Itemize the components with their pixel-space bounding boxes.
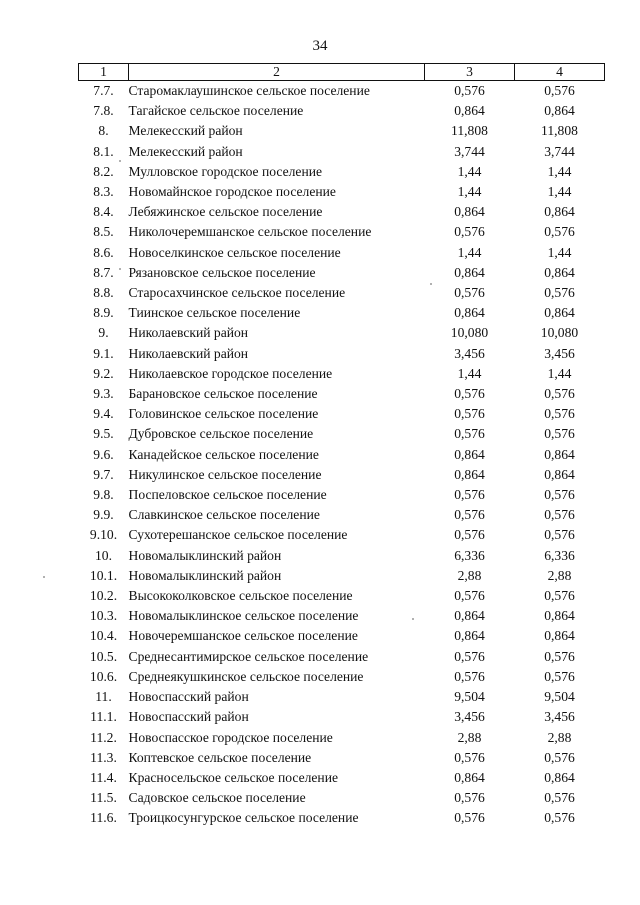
row-value-col3: 0,576 bbox=[454, 588, 485, 604]
row-number: 8.4. bbox=[93, 204, 114, 220]
row-number: 9.9. bbox=[93, 507, 114, 523]
row-value-col3: 0,864 bbox=[454, 305, 485, 321]
row-value-col4: 0,576 bbox=[544, 426, 575, 442]
scan-speck bbox=[119, 160, 121, 162]
row-number: 10.5. bbox=[89, 648, 118, 664]
row-value-col3: 9,504 bbox=[454, 689, 485, 705]
row-name: Коптевское сельское поселение bbox=[128, 749, 312, 765]
row-name: Мелекесский район bbox=[128, 143, 243, 159]
table-row bbox=[79, 404, 605, 424]
row-name: Мелекесский район bbox=[128, 123, 243, 139]
row-value-col3: 0,576 bbox=[454, 224, 485, 240]
row-value-col4: 11,808 bbox=[541, 123, 578, 139]
row-value-col4: 9,504 bbox=[544, 689, 575, 705]
row-number: 9.3. bbox=[93, 386, 114, 402]
row-number: 8.5. bbox=[93, 224, 114, 240]
row-value-col3: 6,336 bbox=[454, 547, 485, 563]
row-value-col4: 0,576 bbox=[544, 810, 575, 826]
row-name: Старомаклаушинское сельское поселение bbox=[128, 83, 370, 98]
row-value-col3: 0,864 bbox=[454, 103, 485, 119]
row-number: 8.9. bbox=[93, 305, 114, 321]
row-name: Головинское сельское поселение bbox=[128, 406, 319, 422]
row-value-col3: 0,576 bbox=[454, 668, 485, 684]
scan-speck bbox=[43, 576, 45, 578]
row-number: 9.10. bbox=[89, 527, 118, 543]
row-name: Николочеремшанское сельское поселение bbox=[128, 224, 372, 240]
row-value-col3: 0,576 bbox=[454, 487, 485, 503]
table-row bbox=[79, 768, 605, 788]
row-number: 7.7. bbox=[93, 83, 114, 98]
row-number: 11.2. bbox=[90, 729, 117, 745]
row-value-col4: 0,576 bbox=[544, 648, 575, 664]
table-row bbox=[79, 121, 605, 141]
row-name: Садовское сельское поселение bbox=[128, 790, 306, 806]
row-name: Красносельское сельское поселение bbox=[128, 769, 339, 785]
row-name: Тиинское сельское поселение bbox=[128, 305, 301, 321]
row-value-col3: 3,744 bbox=[454, 143, 485, 159]
row-value-col3: 0,576 bbox=[454, 83, 485, 98]
row-value-col3: 0,576 bbox=[454, 648, 485, 664]
row-number: 11.6. bbox=[90, 810, 117, 826]
row-value-col3: 3,456 bbox=[454, 345, 485, 361]
table-row bbox=[79, 586, 605, 606]
row-name: Новомалыклинское сельское поселение bbox=[128, 608, 359, 624]
row-name: Поспеловское сельское поселение bbox=[128, 487, 327, 503]
header-col-3: 3 bbox=[425, 64, 515, 81]
row-name: Дубровское сельское поселение bbox=[128, 426, 314, 442]
row-number: 11.5. bbox=[90, 790, 117, 806]
row-value-col4: 1,44 bbox=[547, 163, 572, 179]
row-number: 11. bbox=[95, 689, 112, 705]
row-value-col4: 0,576 bbox=[544, 588, 575, 604]
scan-speck bbox=[119, 268, 121, 270]
row-value-col3: 2,88 bbox=[457, 567, 482, 583]
row-number: 10.4. bbox=[89, 628, 118, 644]
row-name: Барановское сельское поселение bbox=[128, 386, 318, 402]
row-value-col3: 0,576 bbox=[454, 406, 485, 422]
row-value-col4: 1,44 bbox=[547, 184, 572, 200]
row-name: Сухотерешанское сельское поселение bbox=[128, 527, 348, 543]
row-number: 10.6. bbox=[89, 668, 118, 684]
table-row bbox=[79, 748, 605, 768]
table-row bbox=[79, 303, 605, 323]
row-value-col4: 10,080 bbox=[540, 325, 579, 341]
row-value-col4: 0,576 bbox=[544, 487, 575, 503]
table-row bbox=[79, 465, 605, 485]
table-row bbox=[79, 445, 605, 465]
table-row bbox=[79, 525, 605, 545]
row-value-col4: 0,576 bbox=[544, 83, 575, 98]
row-number: 10.3. bbox=[89, 608, 118, 624]
row-name: Новоселкинское сельское поселение bbox=[128, 244, 341, 260]
row-value-col3: 0,576 bbox=[454, 507, 485, 523]
row-value-col4: 0,576 bbox=[544, 749, 575, 765]
table-row bbox=[79, 283, 605, 303]
row-name: Среднеякушкинское сельское поселение bbox=[128, 668, 364, 684]
row-value-col3: 0,864 bbox=[454, 204, 485, 220]
table-row bbox=[79, 364, 605, 384]
row-value-col4: 0,576 bbox=[544, 285, 575, 301]
row-value-col3: 1,44 bbox=[457, 244, 482, 260]
row-number: 9.8. bbox=[93, 487, 114, 503]
row-name: Канадейское сельское поселение bbox=[128, 446, 319, 462]
row-number: 8.3. bbox=[93, 184, 114, 200]
row-value-col4: 0,576 bbox=[544, 790, 575, 806]
header-row bbox=[79, 64, 605, 81]
row-name: Славкинское сельское поселение bbox=[128, 507, 320, 523]
row-value-col3: 0,576 bbox=[454, 426, 485, 442]
row-number: 11.1. bbox=[90, 709, 117, 725]
row-name: Никулинское сельское поселение bbox=[128, 466, 322, 482]
row-value-col4: 0,576 bbox=[544, 527, 575, 543]
row-number: 9.6. bbox=[93, 446, 114, 462]
table-row bbox=[79, 626, 605, 646]
row-value-col4: 0,864 bbox=[544, 305, 575, 321]
row-name: Тагайское сельское поселение bbox=[128, 103, 304, 119]
table-row bbox=[79, 566, 605, 586]
row-value-col4: 0,864 bbox=[544, 446, 575, 462]
row-value-col4: 1,44 bbox=[547, 244, 572, 260]
scan-speck bbox=[412, 618, 414, 620]
table-row bbox=[79, 101, 605, 121]
table-row bbox=[79, 707, 605, 727]
row-number: 10. bbox=[95, 547, 112, 563]
row-value-col4: 0,864 bbox=[544, 204, 575, 220]
row-number: 11.3. bbox=[90, 749, 117, 765]
row-value-col3: 0,576 bbox=[454, 749, 485, 765]
row-number: 9. bbox=[98, 325, 109, 341]
table-row bbox=[79, 243, 605, 263]
table-body bbox=[79, 81, 605, 829]
table-row bbox=[79, 202, 605, 222]
table-row bbox=[79, 222, 605, 242]
row-name: Новомалыклинский район bbox=[128, 567, 282, 583]
row-value-col4: 0,576 bbox=[544, 507, 575, 523]
table-row bbox=[79, 323, 605, 343]
table-row bbox=[79, 485, 605, 505]
row-name: Николаевский район bbox=[128, 325, 249, 341]
row-number: 7.8. bbox=[93, 103, 114, 119]
table-row bbox=[79, 808, 605, 828]
row-number: 8.8. bbox=[93, 285, 114, 301]
row-name: Николаевский район bbox=[128, 345, 249, 361]
table-row bbox=[79, 667, 605, 687]
row-number: 8.2. bbox=[93, 163, 114, 179]
row-number: 9.2. bbox=[93, 365, 114, 381]
row-value-col3: 0,864 bbox=[454, 466, 485, 482]
table-row bbox=[79, 424, 605, 444]
table-row bbox=[79, 606, 605, 626]
row-number: 8.7. bbox=[93, 264, 114, 280]
row-name: Новомайнское городское поселение bbox=[128, 184, 336, 200]
table-row bbox=[79, 728, 605, 748]
table-row bbox=[79, 182, 605, 202]
header-col-2: 2 bbox=[129, 64, 425, 81]
row-value-col4: 3,456 bbox=[544, 709, 575, 725]
row-number: 9.1. bbox=[93, 345, 114, 361]
row-name: Высококолковское сельское поселение bbox=[128, 588, 353, 604]
row-number: 11.4. bbox=[90, 769, 117, 785]
table-row bbox=[79, 687, 605, 707]
row-name: Новоспасское городское поселение bbox=[128, 729, 333, 745]
row-number: 9.4. bbox=[93, 406, 114, 422]
table-row bbox=[79, 81, 605, 102]
row-name: Новочеремшанское сельское поселение bbox=[128, 628, 358, 644]
row-value-col4: 0,576 bbox=[544, 406, 575, 422]
allocation-table bbox=[78, 63, 605, 829]
table-row bbox=[79, 344, 605, 364]
row-value-col3: 1,44 bbox=[457, 365, 482, 381]
row-value-col4: 0,864 bbox=[544, 103, 575, 119]
row-value-col3: 0,864 bbox=[454, 628, 485, 644]
row-value-col3: 11,808 bbox=[451, 123, 488, 139]
row-value-col3: 2,88 bbox=[457, 729, 482, 745]
row-value-col3: 0,864 bbox=[454, 446, 485, 462]
row-name: Старосахчинское сельское поселение bbox=[128, 285, 346, 301]
row-value-col3: 0,576 bbox=[454, 386, 485, 402]
scan-speck bbox=[430, 283, 432, 285]
row-value-col3: 1,44 bbox=[457, 184, 482, 200]
row-value-col4: 0,864 bbox=[544, 769, 575, 785]
row-value-col3: 0,576 bbox=[454, 527, 485, 543]
row-number: 10.2. bbox=[89, 588, 118, 604]
row-number: 8. bbox=[98, 123, 109, 139]
row-value-col4: 1,44 bbox=[547, 365, 572, 381]
row-value-col4: 0,576 bbox=[544, 668, 575, 684]
row-value-col3: 0,864 bbox=[454, 769, 485, 785]
row-value-col3: 10,080 bbox=[450, 325, 489, 341]
table-header bbox=[79, 64, 605, 81]
table-row bbox=[79, 162, 605, 182]
header-col-4: 4 bbox=[515, 64, 605, 81]
row-value-col4: 3,744 bbox=[544, 143, 575, 159]
row-value-col3: 0,576 bbox=[454, 790, 485, 806]
row-number: 8.1. bbox=[93, 143, 114, 159]
row-name: Новоспасский район bbox=[128, 709, 249, 725]
row-value-col4: 0,864 bbox=[544, 264, 575, 280]
row-value-col4: 3,456 bbox=[544, 345, 575, 361]
row-value-col4: 0,576 bbox=[544, 386, 575, 402]
table-row bbox=[79, 384, 605, 404]
row-name: Мулловское городское поселение bbox=[128, 163, 323, 179]
row-value-col4: 0,864 bbox=[544, 608, 575, 624]
row-number: 8.6. bbox=[93, 244, 114, 260]
row-value-col3: 0,576 bbox=[454, 810, 485, 826]
header-col-1: 1 bbox=[79, 64, 129, 81]
row-value-col4: 0,576 bbox=[544, 224, 575, 240]
table-row bbox=[79, 263, 605, 283]
row-value-col3: 3,456 bbox=[454, 709, 485, 725]
page-number: 34 bbox=[312, 38, 328, 54]
row-number: 10.1. bbox=[89, 567, 118, 583]
table-row bbox=[79, 505, 605, 525]
table-row bbox=[79, 647, 605, 667]
row-value-col3: 0,864 bbox=[454, 264, 485, 280]
table-row bbox=[79, 142, 605, 162]
row-value-col3: 1,44 bbox=[457, 163, 482, 179]
row-value-col4: 2,88 bbox=[547, 729, 572, 745]
row-number: 9.5. bbox=[93, 426, 114, 442]
row-name: Николаевское городское поселение bbox=[128, 365, 333, 381]
row-value-col3: 0,864 bbox=[454, 608, 485, 624]
row-value-col4: 0,864 bbox=[544, 466, 575, 482]
table-row bbox=[79, 788, 605, 808]
row-name: Лебяжинское сельское поселение bbox=[128, 204, 323, 220]
row-name: Новомалыклинский район bbox=[128, 547, 282, 563]
row-value-col4: 6,336 bbox=[544, 547, 575, 563]
row-number: 9.7. bbox=[93, 466, 114, 482]
row-name: Троицкосунгурское сельское поселение bbox=[128, 810, 359, 826]
row-name: Новоспасский район bbox=[128, 689, 249, 705]
table-row bbox=[79, 546, 605, 566]
row-value-col4: 0,864 bbox=[544, 628, 575, 644]
row-value-col3: 0,576 bbox=[454, 285, 485, 301]
row-value-col4: 2,88 bbox=[547, 567, 572, 583]
row-name: Рязановское сельское поселение bbox=[128, 264, 316, 280]
row-name: Среднесантимирское сельское поселение bbox=[128, 648, 369, 664]
